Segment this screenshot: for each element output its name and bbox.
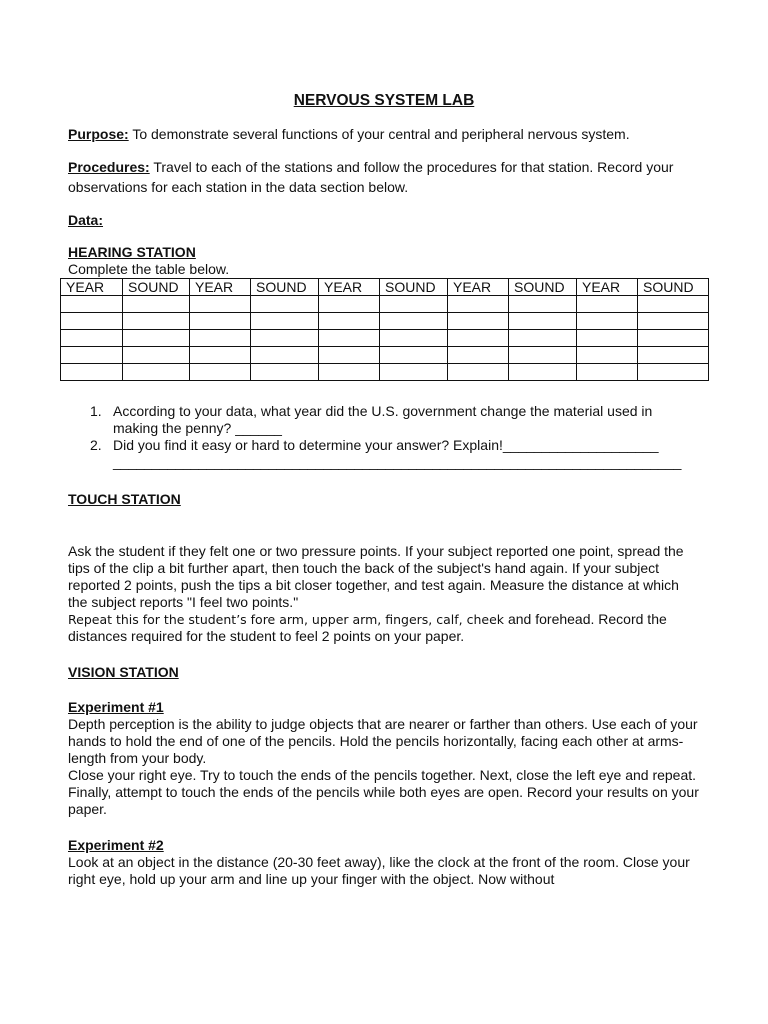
table-row bbox=[61, 313, 709, 330]
hearing-heading-text: HEARING STATION bbox=[68, 244, 196, 260]
question-text: According to your data, what year did the U.S. government change the material used in making the penny? ______ bbox=[113, 403, 653, 436]
header-cell: SOUND bbox=[380, 279, 448, 296]
empty-cell[interactable] bbox=[61, 347, 123, 364]
list-item bbox=[90, 403, 700, 437]
header-cell: SOUND bbox=[123, 279, 190, 296]
empty-cell[interactable] bbox=[190, 330, 251, 347]
empty-cell[interactable] bbox=[251, 347, 319, 364]
empty-cell[interactable] bbox=[638, 364, 709, 381]
experiment-2-heading bbox=[68, 837, 708, 854]
vision-heading bbox=[68, 664, 708, 681]
empty-cell[interactable] bbox=[190, 347, 251, 364]
empty-cell[interactable] bbox=[380, 347, 448, 364]
empty-cell[interactable] bbox=[123, 296, 190, 313]
empty-cell[interactable] bbox=[319, 313, 380, 330]
empty-cell[interactable] bbox=[380, 313, 448, 330]
experiment-2-para1: Look at an object in the distance (20-30 feet away), like the clock at the front of the room. Close your right eye, hold up your arm and line up your finger with the object. Now without bbox=[68, 854, 690, 887]
experiment-1-heading-text: Experiment #1 bbox=[68, 699, 164, 715]
page-title: NERVOUS SYSTEM LAB bbox=[293, 92, 475, 109]
data-label-text: Data: bbox=[68, 212, 104, 228]
empty-cell[interactable] bbox=[319, 330, 380, 347]
procedures-text: Travel to each of the stations and follow the procedures for that station. Record your observations for each station in the data section below. bbox=[68, 159, 674, 195]
hearing-heading bbox=[68, 244, 708, 261]
empty-cell[interactable] bbox=[509, 296, 577, 313]
empty-cell[interactable] bbox=[638, 347, 709, 364]
empty-cell[interactable] bbox=[380, 330, 448, 347]
empty-cell[interactable] bbox=[448, 313, 509, 330]
hearing-table bbox=[60, 278, 709, 381]
empty-cell[interactable] bbox=[448, 330, 509, 347]
empty-cell[interactable] bbox=[577, 296, 638, 313]
experiment-1-heading bbox=[68, 699, 708, 716]
table-row bbox=[61, 330, 709, 347]
empty-cell[interactable] bbox=[123, 364, 190, 381]
empty-cell[interactable] bbox=[509, 330, 577, 347]
experiment-1-body bbox=[68, 716, 700, 818]
empty-cell[interactable] bbox=[577, 313, 638, 330]
header-cell: YEAR bbox=[61, 279, 123, 296]
hearing-questions bbox=[90, 403, 700, 471]
empty-cell[interactable] bbox=[61, 313, 123, 330]
data-label bbox=[68, 212, 708, 229]
table-header-row bbox=[61, 279, 709, 296]
empty-cell[interactable] bbox=[509, 364, 577, 381]
header-cell: YEAR bbox=[577, 279, 638, 296]
empty-cell[interactable] bbox=[123, 330, 190, 347]
empty-cell[interactable] bbox=[251, 313, 319, 330]
empty-cell[interactable] bbox=[123, 313, 190, 330]
empty-cell[interactable] bbox=[319, 296, 380, 313]
table-row bbox=[61, 347, 709, 364]
empty-cell[interactable] bbox=[638, 296, 709, 313]
header-cell: YEAR bbox=[190, 279, 251, 296]
empty-cell[interactable] bbox=[251, 330, 319, 347]
header-cell: SOUND bbox=[638, 279, 709, 296]
empty-cell[interactable] bbox=[638, 330, 709, 347]
empty-cell[interactable] bbox=[251, 296, 319, 313]
empty-cell[interactable] bbox=[577, 347, 638, 364]
experiment-1-para1: Depth perception is the ability to judge objects that are nearer or farther than others. Use each of your hands to hold the end of one of the pencils. Hold the pencils horizontally, facing each other at arms-length from your body. bbox=[68, 716, 698, 766]
empty-cell[interactable] bbox=[190, 296, 251, 313]
touch-heading bbox=[68, 491, 708, 508]
empty-cell[interactable] bbox=[448, 296, 509, 313]
empty-cell[interactable] bbox=[190, 364, 251, 381]
table-row bbox=[61, 364, 709, 381]
experiment-2-heading-text: Experiment #2 bbox=[68, 837, 164, 853]
experiment-2-body bbox=[68, 854, 700, 888]
procedures-paragraph bbox=[68, 157, 698, 197]
empty-cell[interactable] bbox=[319, 347, 380, 364]
question-text: Did you find it easy or hard to determine your answer? Explain!____________________ _________________________________________________________________________ bbox=[113, 437, 682, 470]
empty-cell[interactable] bbox=[123, 347, 190, 364]
question-number: 2. bbox=[90, 437, 102, 453]
empty-cell[interactable] bbox=[577, 330, 638, 347]
empty-cell[interactable] bbox=[61, 364, 123, 381]
header-cell: YEAR bbox=[448, 279, 509, 296]
empty-cell[interactable] bbox=[509, 347, 577, 364]
empty-cell[interactable] bbox=[61, 296, 123, 313]
purpose-line bbox=[68, 126, 708, 143]
table-row bbox=[61, 296, 709, 313]
empty-cell[interactable] bbox=[251, 364, 319, 381]
empty-cell[interactable] bbox=[509, 313, 577, 330]
list-item bbox=[90, 437, 700, 471]
empty-cell[interactable] bbox=[380, 296, 448, 313]
touch-repeat-part2: and forehead. Record the distances required for the student to feel 2 points on your paper. bbox=[68, 611, 667, 644]
question-number: 1. bbox=[90, 403, 102, 419]
experiment-1-para2: Close your right eye. Try to touch the ends of the pencils together. Next, close the left eye and repeat. Finally, attempt to touch the ends of the pencils while both eyes are open. Record your results on your paper. bbox=[68, 767, 699, 817]
empty-cell[interactable] bbox=[577, 364, 638, 381]
touch-repeat-part1: Repeat this for the student’s fore arm, upper arm, fingers, calf, cheek bbox=[68, 612, 508, 627]
header-cell: YEAR bbox=[319, 279, 380, 296]
header-cell: SOUND bbox=[251, 279, 319, 296]
procedures-label: Procedures: bbox=[68, 159, 150, 175]
empty-cell[interactable] bbox=[61, 330, 123, 347]
hearing-instruction: Complete the table below. bbox=[68, 261, 230, 277]
touch-paragraph bbox=[68, 543, 700, 645]
empty-cell[interactable] bbox=[190, 313, 251, 330]
empty-cell[interactable] bbox=[448, 347, 509, 364]
touch-paragraph-text: Ask the student if they felt one or two pressure points. If your subject reported one point, spread the tips of the clip a bit further apart, then touch the back of the subject's hand again. If your subject reported 2 points, push the tips a bit closer together, and test again. Measure the distance at which the subject reports "I feel two points." bbox=[68, 543, 684, 610]
vision-heading-text: VISION STATION bbox=[68, 664, 179, 680]
empty-cell[interactable] bbox=[380, 364, 448, 381]
empty-cell[interactable] bbox=[448, 364, 509, 381]
header-cell: SOUND bbox=[509, 279, 577, 296]
touch-heading-text: TOUCH STATION bbox=[68, 491, 181, 507]
purpose-text: To demonstrate several functions of your central and peripheral nervous system. bbox=[128, 126, 630, 142]
purpose-label: Purpose: bbox=[68, 126, 129, 142]
empty-cell[interactable] bbox=[638, 313, 709, 330]
empty-cell[interactable] bbox=[319, 364, 380, 381]
